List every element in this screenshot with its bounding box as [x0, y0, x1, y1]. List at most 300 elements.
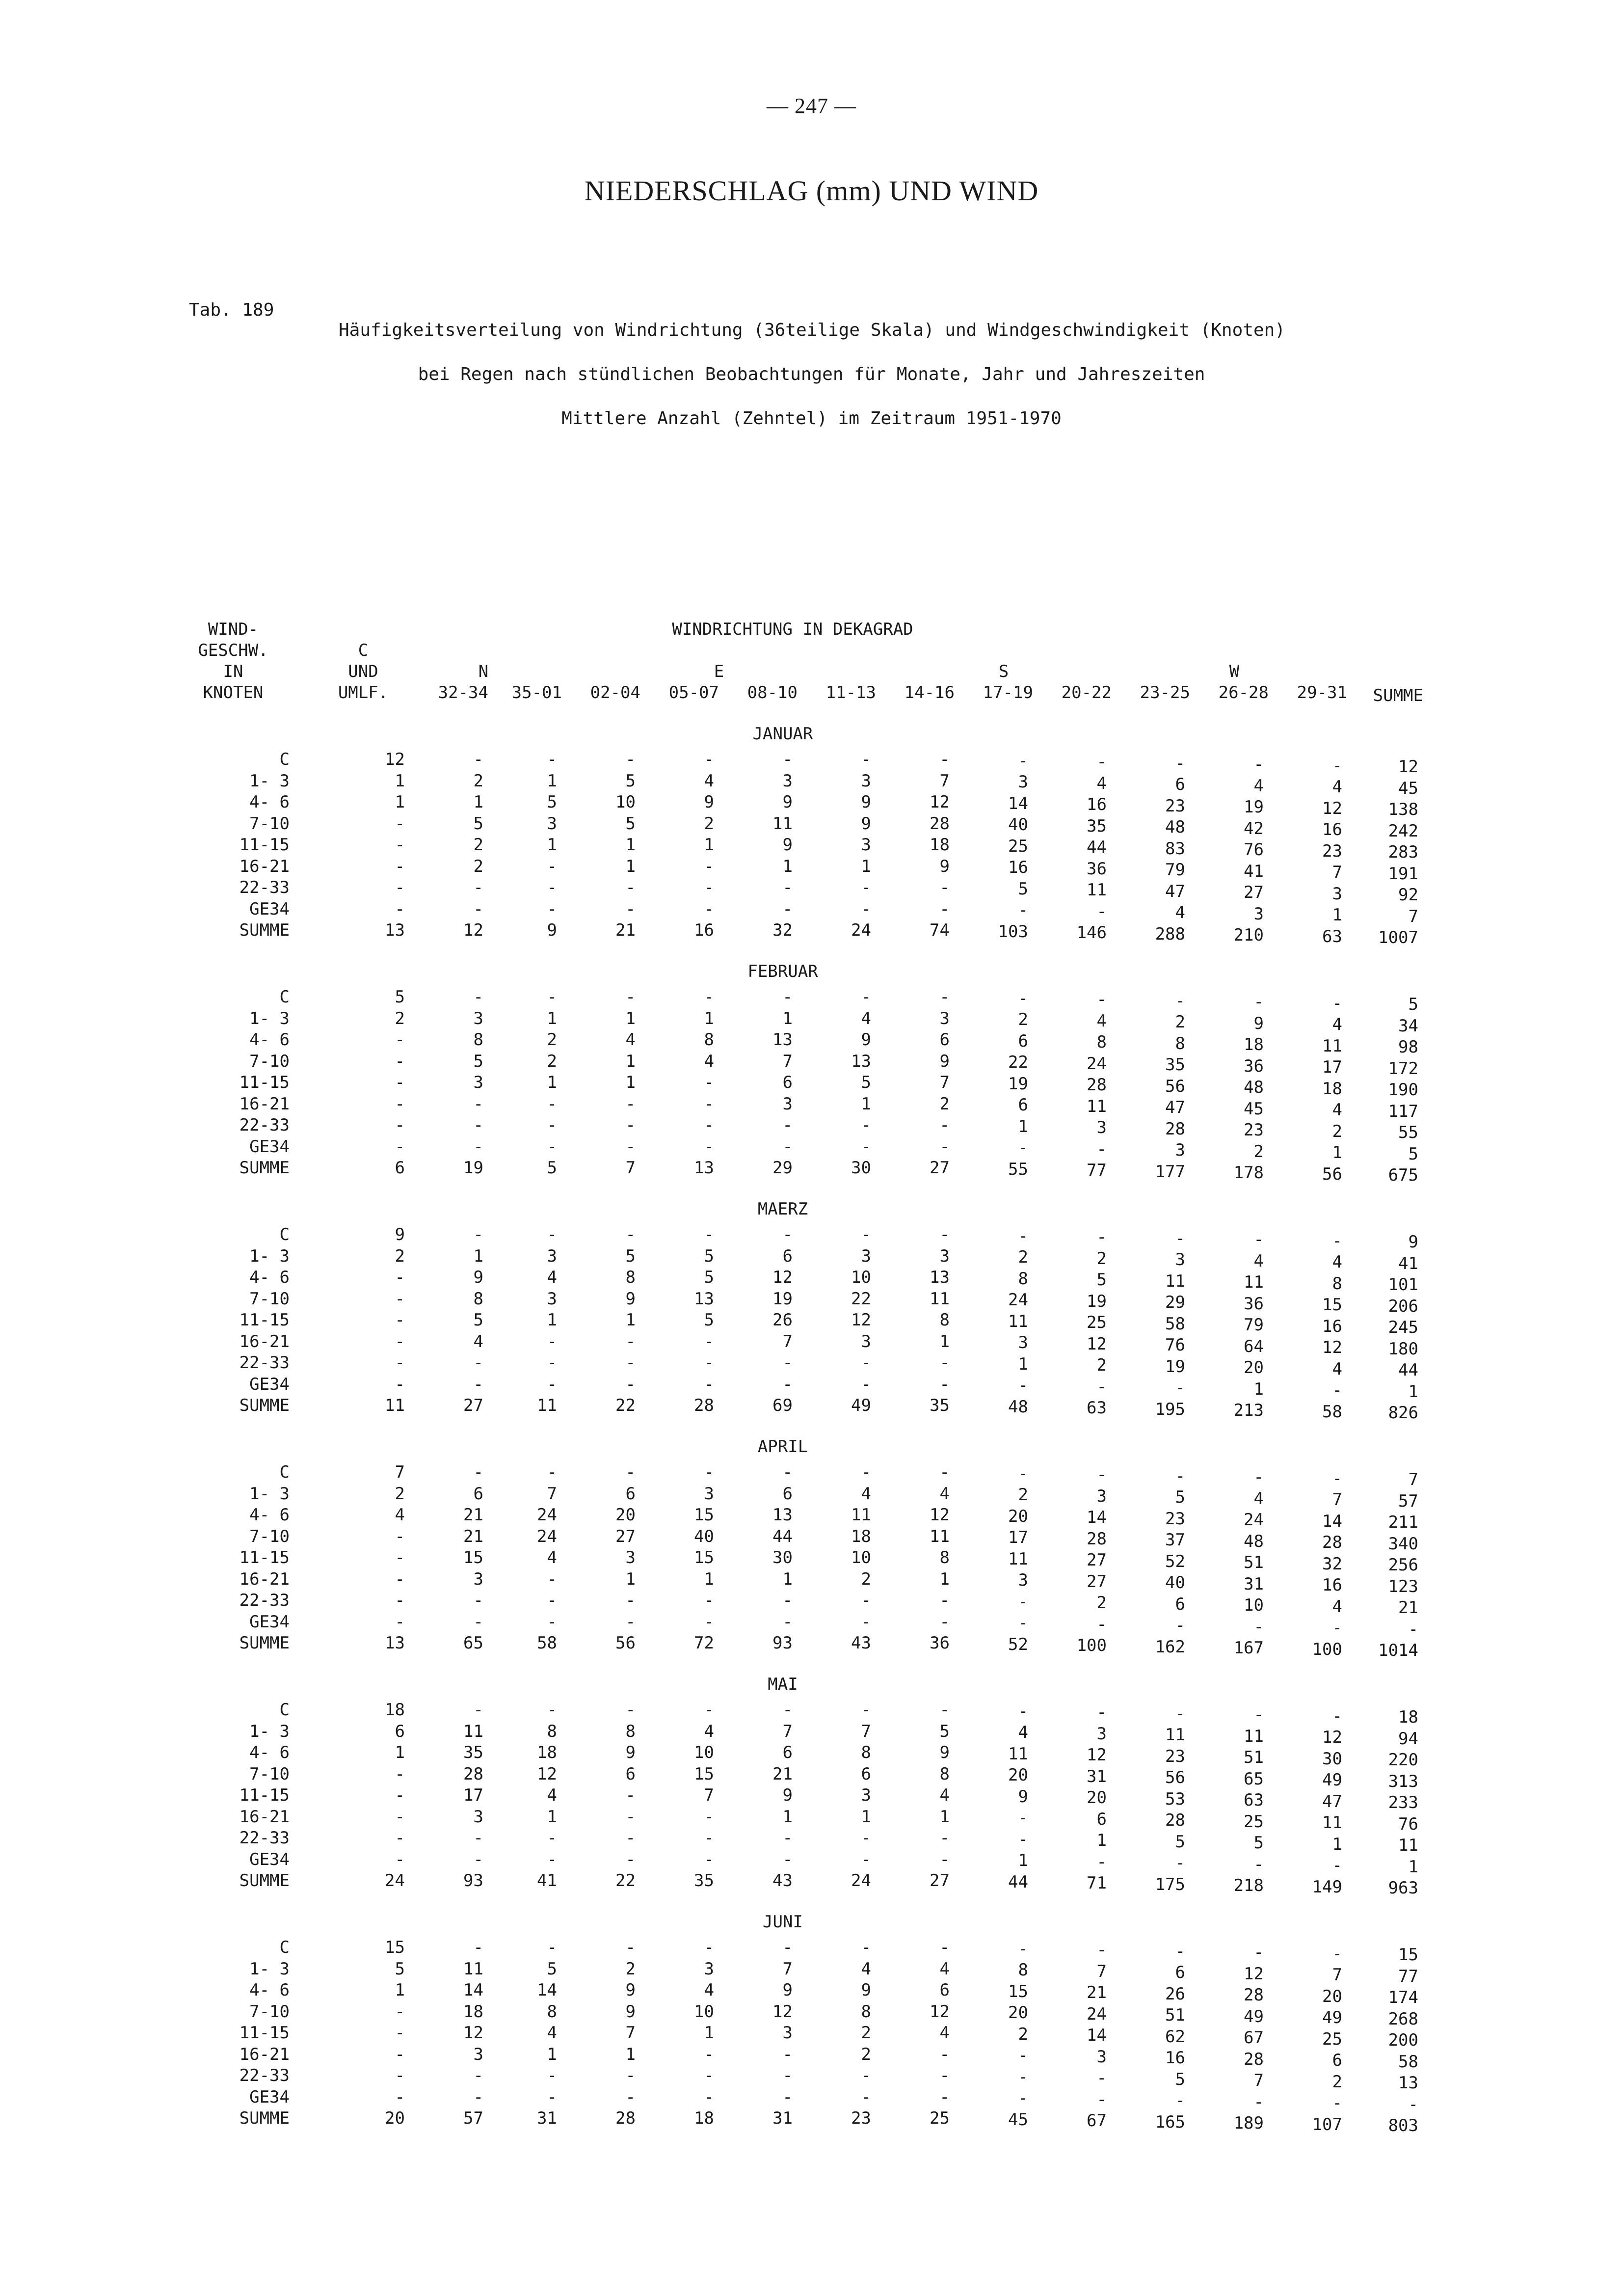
table-cell: -	[395, 2066, 405, 2085]
table-cell: 14	[537, 1980, 557, 2000]
table-cell: 4	[395, 1505, 405, 1525]
table-cell: -	[395, 1310, 405, 1330]
table-cell: -	[395, 2023, 405, 2043]
table-cell: -	[395, 1526, 405, 1546]
table-cell: 13	[385, 920, 405, 940]
table-cell: 44	[1008, 1872, 1028, 1892]
table-cell: 48	[1244, 1078, 1264, 1097]
table-cell: 3	[473, 2044, 483, 2064]
table-cell: -	[395, 813, 405, 834]
table-cell: 2	[1253, 1141, 1264, 1162]
table-cell: 3	[473, 1569, 483, 1589]
table-cell: 11	[1244, 1272, 1264, 1292]
table-cell: 16	[1165, 2048, 1185, 2068]
table-cell: -	[1175, 1378, 1185, 1398]
table-cell: 1	[939, 1569, 950, 1589]
table-cell: 9	[939, 1051, 950, 1071]
table-cell: -	[395, 1331, 405, 1351]
table-cell: 340	[1388, 1534, 1418, 1554]
table-cell: 1	[1253, 1379, 1264, 1399]
table-cell: 44	[772, 1526, 793, 1546]
table-cell: 24	[537, 1505, 557, 1525]
table-cell: -	[625, 1785, 636, 1805]
table-cell: -	[1096, 1139, 1107, 1159]
table-cell: 14	[463, 1980, 483, 2000]
row-label: 4- 6	[249, 1743, 290, 1762]
table-cell: -	[1018, 2046, 1028, 2065]
table-cell: 1	[1018, 1116, 1028, 1136]
table-cell: 27	[1087, 1550, 1107, 1570]
table-cell: 1	[1018, 1354, 1028, 1374]
table-cell: 14	[1008, 793, 1028, 813]
header-calm-line: UND	[348, 662, 378, 681]
table-cell: 34	[1398, 1016, 1418, 1036]
table-cell: -	[395, 1136, 405, 1157]
table-cell: 20	[1244, 1358, 1264, 1378]
table-cell: -	[1253, 1617, 1264, 1637]
table-cell: 25	[930, 2108, 950, 2128]
table-cell: -	[473, 2087, 483, 2107]
table-cell: -	[547, 2066, 557, 2085]
table-cell: 8	[939, 1764, 950, 1784]
table-cell: 21	[1398, 1598, 1418, 1618]
table-cell: -	[1175, 1228, 1185, 1248]
table-cell: 3	[1175, 1250, 1185, 1270]
table-cell: -	[704, 1828, 714, 1848]
table-cell: 2	[395, 1008, 405, 1028]
table-cell: 21	[463, 1505, 483, 1525]
table-cell: -	[473, 1462, 483, 1482]
row-label: 1- 3	[249, 1246, 290, 1266]
table-cell: -	[473, 2066, 483, 2085]
table-cell: 3	[1096, 1486, 1107, 1506]
table-cell: 58	[537, 1633, 557, 1653]
table-cell: -	[1332, 756, 1342, 776]
table-cell: 4	[704, 771, 714, 791]
table-cell: 16	[1322, 1316, 1342, 1336]
caption-text-2: bei Regen nach stündlichen Beobachtungen für Monate, Jahr und Jahreszeiten	[418, 364, 1205, 384]
table-cell: -	[473, 1353, 483, 1373]
table-cell: 5	[1096, 1270, 1107, 1290]
table-cell: 1	[782, 856, 793, 876]
table-cell: 67	[1087, 2111, 1107, 2131]
table-cell: -	[625, 2066, 636, 2085]
table-cell: 4	[1332, 1015, 1342, 1034]
table-cell: 1	[547, 1807, 557, 1827]
table-cell: 18	[1398, 1707, 1418, 1727]
table-cell: -	[1096, 752, 1107, 772]
table-cell: -	[939, 1353, 950, 1373]
table-cell: 1	[395, 792, 405, 812]
table-cell: 12	[463, 2023, 483, 2043]
table-cell: 803	[1388, 2116, 1418, 2135]
row-label: 22-33	[239, 1828, 290, 1848]
table-cell: -	[1018, 2067, 1028, 2087]
table-cell: -	[1253, 1467, 1264, 1487]
table-cell: 12	[1087, 1745, 1107, 1765]
table-cell: 12	[1244, 1964, 1264, 1984]
row-label: C	[279, 1938, 290, 1957]
table-cell: -	[1175, 753, 1185, 773]
table-cell: 7	[1332, 1965, 1342, 1985]
table-cell: 9	[861, 1980, 871, 2000]
table-cell: -	[782, 1849, 793, 1869]
table-cell: 7	[625, 2023, 636, 2043]
table-cell: 23	[1165, 1509, 1185, 1529]
row-label: 4- 6	[249, 792, 290, 812]
table-cell: 2	[1018, 1247, 1028, 1267]
table-cell: 62	[1165, 2026, 1185, 2047]
row-label: 1- 3	[249, 1721, 290, 1741]
table-cell: 11	[1165, 1271, 1185, 1291]
table-cell: -	[1018, 1138, 1028, 1158]
table-cell: 98	[1398, 1037, 1418, 1057]
header-rowlabel-line: IN	[223, 662, 243, 681]
table-cell: -	[547, 2087, 557, 2107]
row-label: 11-15	[239, 1073, 290, 1092]
table-cell: 3	[1253, 904, 1264, 924]
table-cell: 10	[851, 1268, 871, 1287]
row-label: 22-33	[239, 1353, 290, 1373]
table-cell: -	[1018, 1939, 1028, 1959]
table-cell: -	[782, 1374, 793, 1394]
table-cell: 2	[1096, 1355, 1107, 1375]
table-cell: 24	[1087, 1053, 1107, 1074]
table-cell: -	[1018, 988, 1028, 1008]
table-cell: 48	[1244, 1531, 1264, 1551]
table-cell: 4	[861, 1959, 871, 1979]
table-cell: 4	[547, 2023, 557, 2043]
table-cell: -	[939, 1591, 950, 1610]
table-cell: 24	[1087, 2004, 1107, 2024]
table-cell: 8	[939, 1310, 950, 1330]
table-cell: 11	[851, 1505, 871, 1525]
table-cell: 3	[861, 835, 871, 855]
table-cell: 2	[1018, 2024, 1028, 2044]
table-cell: 12	[1322, 1728, 1342, 1747]
table-cell: 49	[1244, 2006, 1264, 2026]
row-label: 16-21	[239, 1569, 290, 1589]
table-cell: 27	[615, 1526, 636, 1546]
table-cell: 18	[385, 1700, 405, 1720]
table-cell: 63	[1244, 1790, 1264, 1810]
table-cell: 12	[1398, 757, 1418, 777]
row-label: 16-21	[239, 856, 290, 876]
table-cell: 43	[851, 1633, 871, 1653]
table-cell: -	[1332, 1944, 1342, 1964]
table-cell: 146	[1076, 923, 1107, 943]
table-cell: -	[782, 1938, 793, 1957]
table-cell: 1	[861, 856, 871, 876]
table-cell: -	[395, 1051, 405, 1071]
table-cell: 12	[930, 2001, 950, 2022]
table-cell: 9	[547, 920, 557, 940]
table-cell: -	[704, 1591, 714, 1610]
table-cell: 190	[1388, 1080, 1418, 1100]
table-cell: 256	[1388, 1555, 1418, 1575]
table-cell: -	[939, 1136, 950, 1157]
table-cell: 1	[547, 2044, 557, 2064]
table-cell: 5	[1175, 1832, 1185, 1852]
table-cell: 28	[1165, 1810, 1185, 1830]
row-label: 1- 3	[249, 1008, 290, 1028]
table-cell: 28	[1165, 1119, 1185, 1139]
table-cell: -	[395, 1289, 405, 1309]
table-cell: -	[625, 1828, 636, 1848]
table-cell: -	[625, 1115, 636, 1135]
table-cell: 1	[625, 835, 636, 855]
table-cell: 1	[782, 1807, 793, 1827]
table-cell: -	[473, 1828, 483, 1848]
table-cell: -	[704, 1353, 714, 1373]
table-cell: -	[939, 1849, 950, 1869]
table-cell: -	[1096, 1465, 1107, 1485]
table-cell: 7	[939, 1073, 950, 1092]
table-cell: 2	[473, 771, 483, 791]
table-cell: 1	[395, 771, 405, 791]
table-cell: 58	[1165, 1314, 1185, 1334]
table-cell: -	[704, 1094, 714, 1114]
table-cell: 6	[1175, 1963, 1185, 1982]
table-cell: 11	[1008, 1549, 1028, 1569]
table-cell: 3	[861, 771, 871, 791]
row-label: C	[279, 1700, 290, 1720]
table-cell: -	[625, 878, 636, 897]
table-cell: 3	[1018, 1333, 1028, 1352]
table-cell: 1	[939, 1331, 950, 1351]
table-cell: 13	[772, 1030, 793, 1050]
table-cell: 245	[1388, 1318, 1418, 1337]
column-header: 08-10	[747, 683, 798, 702]
table-cell: -	[704, 899, 714, 919]
table-cell: 4	[939, 1785, 950, 1805]
table-cell: 57	[463, 2108, 483, 2128]
table-cell: -	[1018, 751, 1028, 771]
table-cell: 3	[625, 1548, 636, 1567]
table-cell: -	[1018, 1592, 1028, 1612]
table-cell: -	[547, 899, 557, 919]
column-header: 11-13	[825, 683, 876, 702]
table-cell: 9	[473, 1268, 483, 1287]
table-cell: 5	[861, 1073, 871, 1092]
table-cell: 10	[615, 792, 636, 812]
table-cell: -	[861, 1700, 871, 1720]
table-cell: 51	[1244, 1748, 1264, 1767]
month-title: MAI	[768, 1675, 798, 1694]
table-cell: -	[395, 2001, 405, 2022]
table-cell: 15	[694, 1505, 714, 1525]
table-cell: -	[704, 1374, 714, 1394]
table-cell: 36	[1087, 859, 1107, 879]
column-header: 20-22	[1061, 683, 1112, 702]
table-cell: 25	[1322, 2029, 1342, 2049]
table-cell: 16	[1087, 795, 1107, 814]
table-cell: 17	[463, 1785, 483, 1805]
table-cell: 83	[1165, 838, 1185, 859]
table-cell: -	[547, 1462, 557, 1482]
table-cell: 2	[395, 1484, 405, 1504]
table-cell: 8	[861, 1743, 871, 1762]
table-cell: -	[395, 1785, 405, 1805]
table-cell: -	[1096, 990, 1107, 1009]
table-cell: 8	[861, 2001, 871, 2022]
table-cell: 18	[1322, 1079, 1342, 1099]
table-cell: 1	[625, 1051, 636, 1071]
table-cell: -	[1018, 900, 1028, 920]
table-cell: 28	[463, 1764, 483, 1784]
table-cell: 9	[1253, 1013, 1264, 1033]
column-header: 32-34	[438, 683, 488, 702]
table-cell: -	[625, 1136, 636, 1157]
table-cell: 35	[1165, 1055, 1185, 1075]
table-cell: 12	[930, 792, 950, 812]
table-cell: 1	[861, 1094, 871, 1114]
table-cell: -	[395, 835, 405, 855]
table-cell: -	[939, 1374, 950, 1394]
table-cell: -	[939, 878, 950, 897]
table-cell: 13	[772, 1505, 793, 1525]
table-cell: 41	[537, 1871, 557, 1891]
table-cell: -	[625, 899, 636, 919]
table-cell: -	[473, 1374, 483, 1394]
table-cell: 9	[939, 1743, 950, 1762]
table-cell: 51	[1165, 2005, 1185, 2025]
table-cell: 14	[1322, 1511, 1342, 1531]
table-cell: 44	[1398, 1360, 1418, 1380]
table-cell: -	[861, 1612, 871, 1632]
row-label: GE34	[249, 1136, 290, 1157]
table-cell: 18	[930, 835, 950, 855]
table-cell: 56	[1165, 1768, 1185, 1787]
table-cell: -	[704, 1115, 714, 1135]
table-cell: 18	[694, 2108, 714, 2128]
row-label: C	[279, 750, 290, 769]
table-cell: 1	[625, 856, 636, 876]
table-cell: 8	[625, 1268, 636, 1287]
table-cell: 5	[704, 1268, 714, 1287]
row-label: 22-33	[239, 2066, 290, 2085]
table-cell: 4	[1253, 776, 1264, 796]
table-cell: 1014	[1378, 1641, 1418, 1660]
table-cell: 92	[1398, 885, 1418, 905]
table-cell: 1	[704, 1008, 714, 1028]
table-cell: 9	[1018, 1786, 1028, 1807]
table-cell: 19	[463, 1158, 483, 1178]
header-rowlabel-line: GESCHW.	[198, 641, 268, 660]
table-cell: 210	[1233, 925, 1264, 945]
table-cell: -	[1253, 2092, 1264, 2112]
table-cell: -	[1332, 1231, 1342, 1251]
table-cell: -	[625, 1462, 636, 1482]
table-cell: -	[1018, 1613, 1028, 1633]
table-cell: 2	[473, 835, 483, 855]
row-label: SUMME	[239, 1396, 290, 1415]
table-cell: -	[1096, 901, 1107, 921]
table-cell: 13	[694, 1158, 714, 1178]
table-cell: 74	[930, 920, 950, 940]
table-cell: 3	[473, 1073, 483, 1092]
table-cell: -	[782, 878, 793, 897]
table-cell: 28	[930, 813, 950, 834]
table-cell: -	[473, 1591, 483, 1610]
table-cell: 8	[473, 1289, 483, 1309]
table-cell: -	[704, 2087, 714, 2107]
column-header: 14-16	[904, 683, 955, 702]
table-cell: -	[1175, 1466, 1185, 1486]
table-cell: 10	[694, 1743, 714, 1762]
table-cell: 76	[1398, 1814, 1418, 1834]
table-cell: 58	[1398, 2052, 1418, 2072]
table-cell: 13	[1398, 2073, 1418, 2093]
row-label: 22-33	[239, 1115, 290, 1135]
table-cell: 40	[1165, 1573, 1185, 1593]
table-cell: -	[704, 2066, 714, 2085]
row-label: 7-10	[249, 813, 290, 834]
table-cell: 45	[1398, 778, 1418, 798]
table-cell: -	[547, 1569, 557, 1589]
table-cell: -	[939, 2066, 950, 2085]
table-cell: -	[473, 1225, 483, 1244]
table-cell: 23	[1322, 841, 1342, 861]
table-cell: 7	[1408, 906, 1418, 926]
table-cell: 5	[1175, 1487, 1185, 1507]
table-cell: 11	[1087, 1096, 1107, 1116]
row-label: 11-15	[239, 2023, 290, 2043]
table-cell: 1	[704, 2023, 714, 2043]
table-cell: 2	[1018, 1485, 1028, 1505]
table-cell: 43	[772, 1871, 793, 1891]
table-cell: 35	[463, 1743, 483, 1762]
table-cell: 27	[930, 1158, 950, 1178]
table-cell: 7	[704, 1785, 714, 1805]
table-cell: 1	[547, 771, 557, 791]
table-cell: 32	[772, 920, 793, 940]
caption-text-3: Mittlere Anzahl (Zehntel) im Zeitraum 1951-1970	[561, 408, 1062, 429]
table-cell: -	[547, 750, 557, 769]
table-cell: 76	[1165, 1335, 1185, 1355]
row-label: GE34	[249, 1612, 290, 1632]
table-cell: 9	[782, 792, 793, 812]
table-cell: 13	[930, 1268, 950, 1287]
table-cell: 15	[1398, 1945, 1418, 1965]
table-cell: 28	[615, 2108, 636, 2128]
table-cell: -	[547, 878, 557, 897]
table-cell: 1	[1332, 1143, 1342, 1162]
table-cell: -	[861, 2066, 871, 2085]
table-cell: 11	[1087, 880, 1107, 900]
table-cell: 24	[537, 1526, 557, 1546]
table-cell: 11	[1008, 1744, 1028, 1764]
table-cell: 6	[1018, 1095, 1028, 1115]
table-cell: 29	[772, 1158, 793, 1178]
row-label: GE34	[249, 1374, 290, 1394]
month-title: APRIL	[757, 1437, 808, 1457]
table-cell: 8	[625, 1721, 636, 1741]
table-cell: 3	[1096, 2047, 1107, 2067]
table-cell: 31	[1244, 1574, 1264, 1594]
table-cell: 1	[547, 1310, 557, 1330]
table-cell: 11	[772, 813, 793, 834]
table-cell: 16	[1322, 820, 1342, 839]
month-title: JANUAR	[752, 724, 813, 744]
table-cell: 11	[385, 1396, 405, 1415]
table-cell: 19	[1008, 1074, 1028, 1094]
table-cell: 7	[1253, 2071, 1264, 2090]
table-cell: 19	[772, 1289, 793, 1309]
table-cell: 3	[1175, 1140, 1185, 1160]
row-label: GE34	[249, 2087, 290, 2107]
table-cell: -	[861, 1849, 871, 1869]
